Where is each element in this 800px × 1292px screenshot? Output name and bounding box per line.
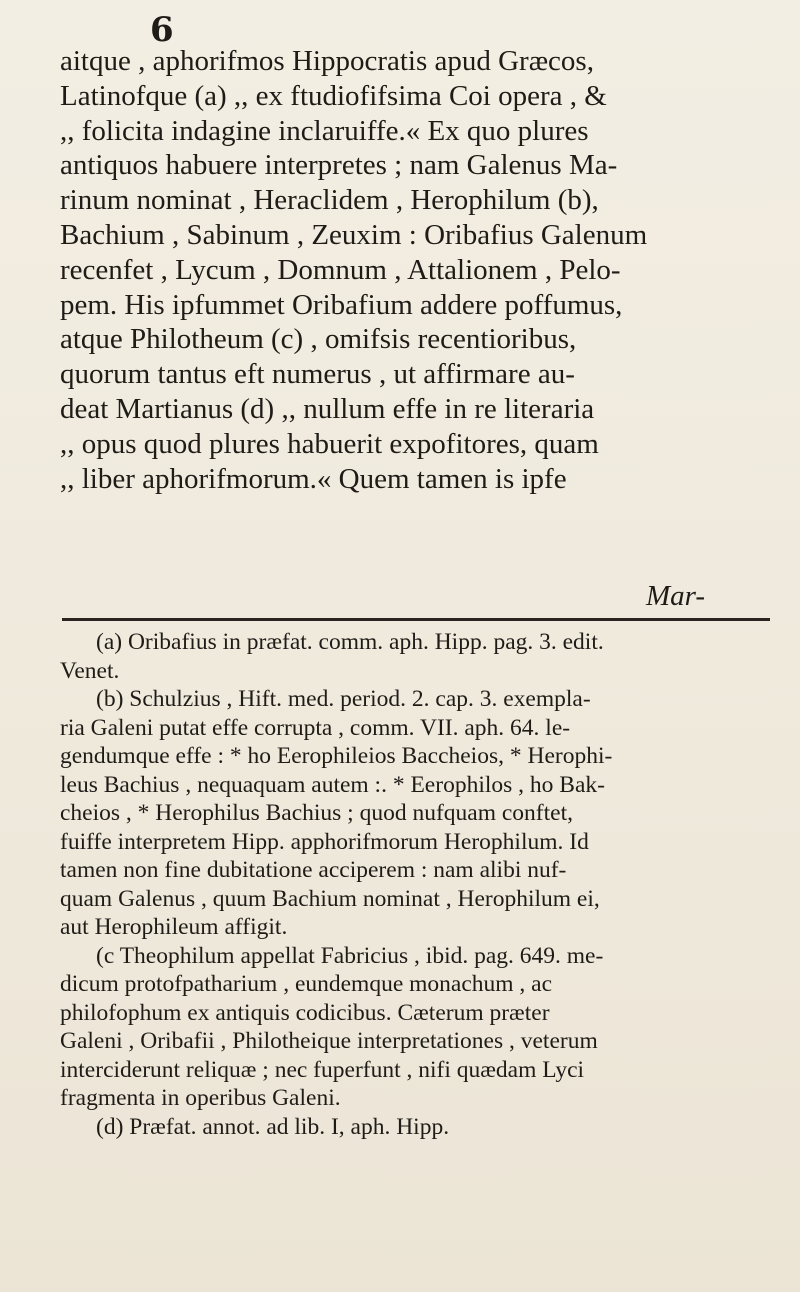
footnote-line: leus Bachius , nequaquam autem :. * Eerophilos , ho Bak- xyxy=(60,771,605,798)
footnote-line: (c Theophilum appellat Fabricius , ibid. pag. 649. me- xyxy=(96,942,604,969)
footnote-line: tamen non fine dubitatione acciperem : nam alibi nuf- xyxy=(60,857,567,883)
footnote-line: quam Galenus , quum Bachium nominat , Herophilum ei, xyxy=(60,885,600,912)
main-line: recenfet , Lycum , Domnum , Attalionem , Pelo- xyxy=(60,253,621,286)
main-line: aitque , aphorifmos Hippocratis apud Græcos, xyxy=(60,45,594,77)
footnote-line: Galeni , Oribafii , Philotheique interpretationes , veterum xyxy=(60,1028,598,1054)
footnote-line: cheios , * Herophilus Bachius ; quod nufquam conftet, xyxy=(60,800,573,826)
footnote-line: (b) Schulzius , Hift. med. period. 2. cap. 3. exempla- xyxy=(96,686,591,712)
main-line: deat Martianus (d) ,, nullum effe in re literaria xyxy=(60,392,595,425)
footnote-line: interciderunt reliquæ ; nec fuperfunt , nifi quædam Lyci xyxy=(60,1056,585,1083)
main-line: pem. His ipfummet Oribafium addere poffumus, xyxy=(60,288,623,321)
main-text xyxy=(60,44,776,496)
footnote-line: ria Galeni putat effe corrupta , comm. VII. aph. 64. le- xyxy=(60,714,571,741)
page-number: 6 xyxy=(150,10,175,50)
main-line: Bachium , Sabinum , Zeuxim : Oribafius Galenum xyxy=(60,218,648,251)
main-line: rinum nominat , Heraclidem , Herophilum (b), xyxy=(60,184,599,217)
footnote-line: dicum protofpatharium , eundemque monachum , ac xyxy=(60,971,553,997)
footnote-line: aut Herophileum affigit. xyxy=(60,914,288,940)
main-line: atque Philotheum (c) , omifsis recentioribus, xyxy=(60,323,577,356)
footnote-line: gendumque effe : * ho Eerophileios Baccheios, * Herophi- xyxy=(60,743,613,769)
main-line: ,, opus quod plures habuerit expofitores, quam xyxy=(60,427,599,460)
main-line: ,, liber aphorifmorum.« Quem tamen is ipfe xyxy=(60,462,567,495)
main-line: antiquos habuere interpretes ; nam Galenus Ma- xyxy=(60,149,618,182)
main-line: quorum tantus eft numerus , ut affirmare au- xyxy=(60,358,575,391)
main-line: ,, folicita indagine inclaruiffe.« Ex quo plures xyxy=(60,114,589,147)
main-line: Latinofque (a) ,, ex ftudiofifsima Coi opera , & xyxy=(60,79,607,112)
footnote-line: fuiffe interpretem Hipp. apphorifmorum Herophilum. Id xyxy=(60,828,589,855)
footnote-line: Venet. xyxy=(60,657,120,684)
footnote-divider xyxy=(62,618,770,621)
footnote-line: (a) Oribafius in præfat. comm. aph. Hipp. pag. 3. edit. xyxy=(96,629,604,655)
catchword: Mar- xyxy=(646,580,706,612)
footnotes xyxy=(60,628,776,1141)
footnote-line: philofophum ex antiquis codicibus. Cæterum præter xyxy=(60,999,550,1026)
footnote-line: (d) Præfat. annot. ad lib. I, aph. Hipp. xyxy=(96,1113,450,1140)
footnote-line: fragmenta in operibus Galeni. xyxy=(60,1085,341,1111)
